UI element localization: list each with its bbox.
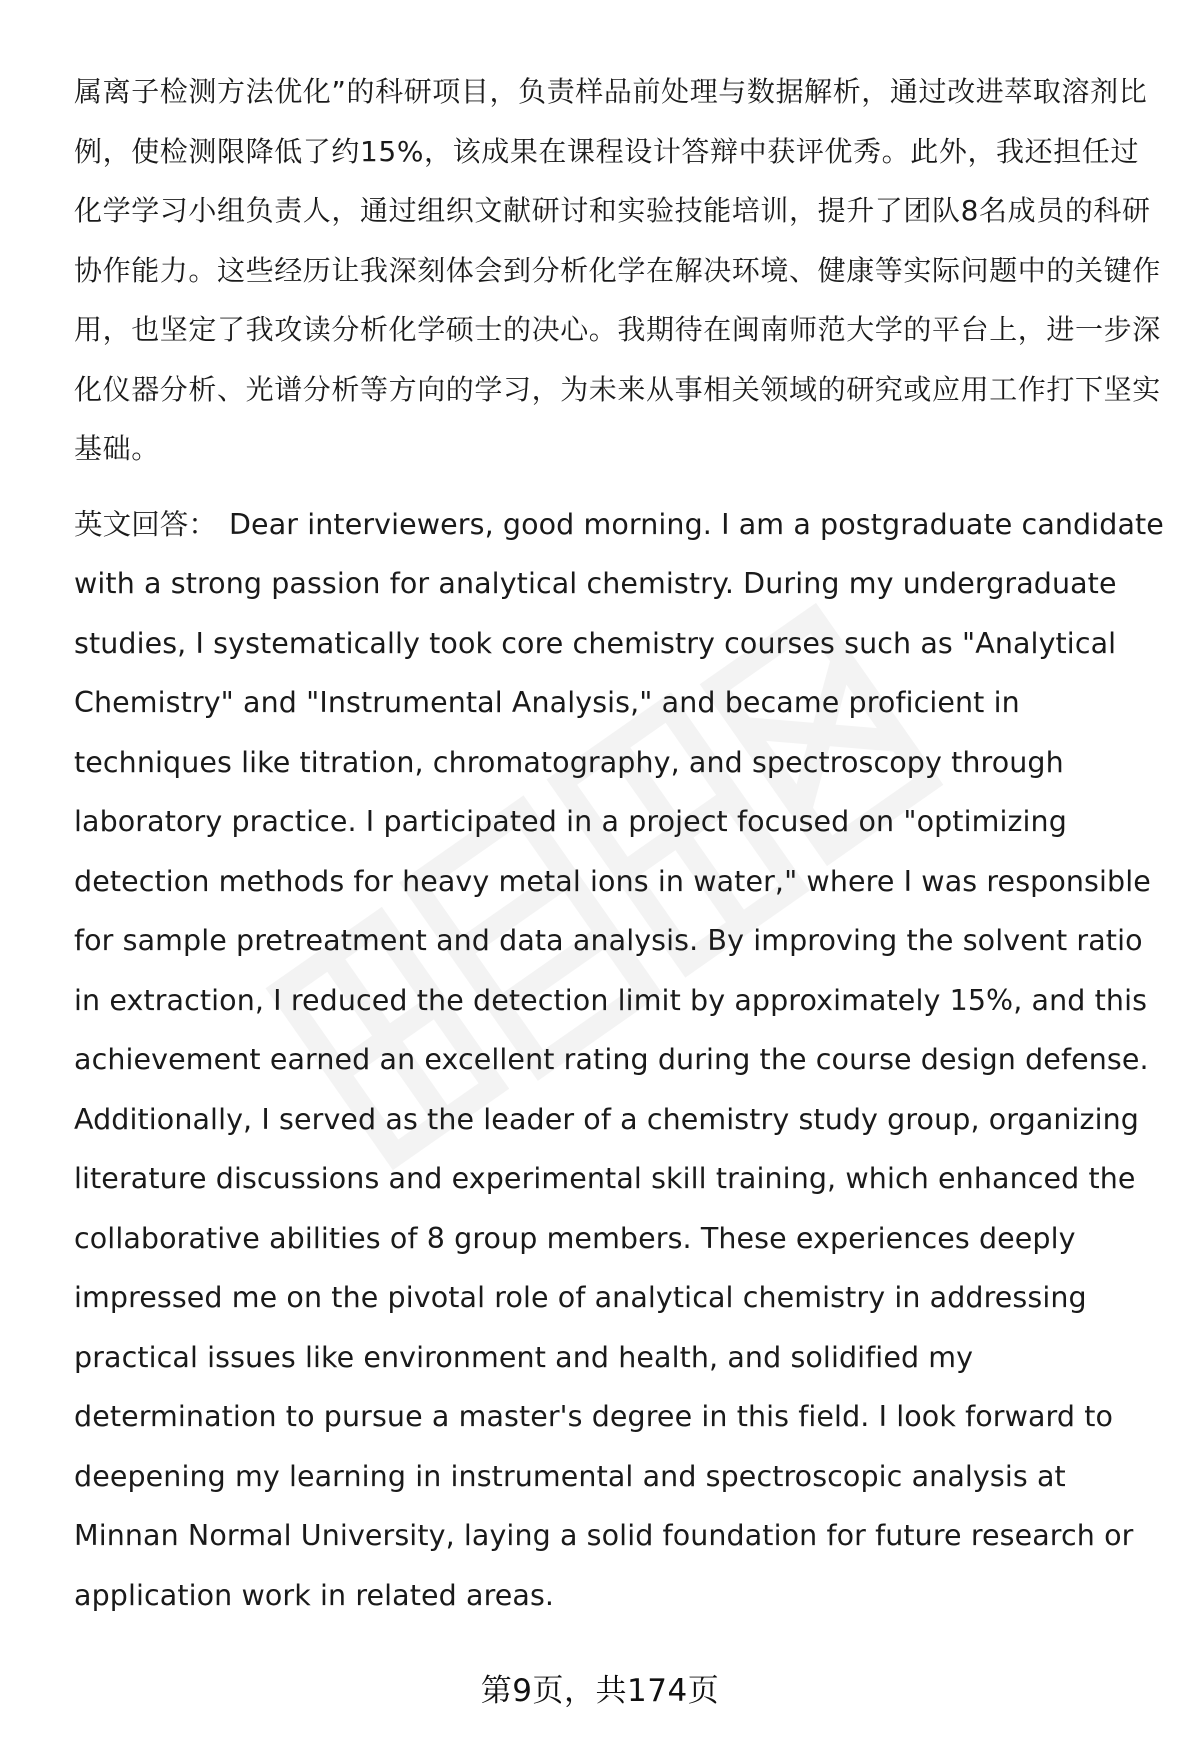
page-number-footer: 第9页，共174页	[480, 1673, 720, 1709]
english-answer-label: 英文回答：	[74, 507, 218, 541]
document-body	[74, 62, 1164, 1625]
english-answer-paragraph	[74, 495, 1164, 1626]
chinese-answer-paragraph: 属离子检测方法优化”的科研项目，负责样品前处理与数据解析，通过改进萃取溶剂比例，使检测限降低了约15%，该成果在课程设计答辩中获评优秀。此外，我还担任过化学学习小组负责人，通过组织文献研讨和实验技能培训，提升了团队8名成员的科研协作能力。这些经历让我深刻体会到分析化学在解决环境、健康等实际问题中的关键作用，也坚定了我攻读分析化学硕士的决心。我期待在闽南师范大学的平台上，进一步深化仪器分析、光谱分析等方向的学习，为未来从事相关领域的研究或应用工作打下坚实基础。	[74, 75, 1161, 465]
english-answer-text: Dear interviewers, good morning. I am a postgraduate candidate with a strong passion for analytical chemistry. During my undergraduate studies, I systematically took core chemistry courses such as "Analytical Chemistry" and "Instrumental Analysis," and became proficient in techniques like titration, chromatography, and spectroscopy through laboratory practice. I participated in a project focused on "optimizing detection methods for heavy metal ions in water," where I was responsible for sample pretreatment and data analysis. By improving the solvent ratio in extraction, I reduced the detection limit by approximately 15%, and this achievement earned an excellent rating during the course design defense. Additionally, I served as the leader of a chemistry study group, organizing literature discussions and experimental skill training, which enhanced the collaborative abilities of 8 group members. These experiences deeply impressed me on the pivotal role of analytical chemistry in addressing practical issues like environment and health, and solidified my determination to pursue a master's degree in this field. I look forward to deepening my learning in instrumental and spectroscopic analysis at Minnan Normal University, laying a solid foundation for future research or application work in related areas.	[74, 507, 1164, 1612]
